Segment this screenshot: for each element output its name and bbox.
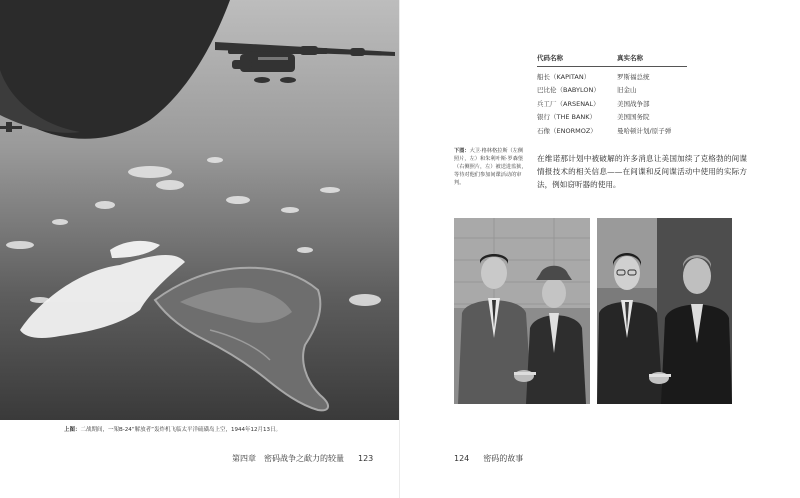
caption-text: 二战期间，一架B-24“解放者”轰炸机飞临太平洋硫磺岛上空，1944年12月13日。 — [80, 427, 281, 433]
page-number-right: 124 — [454, 454, 470, 463]
chapter-title: 第四章 密码战争之歃力的较量 — [232, 454, 344, 463]
real-cell: 旧金山 — [617, 86, 637, 94]
table-row — [537, 108, 687, 122]
code-cell: 石像（ENORMOZ） — [537, 126, 597, 135]
header-code-name: 代码名称 — [537, 53, 617, 67]
photo-greenglass-arrest — [454, 218, 590, 404]
real-cell: 美国国务院 — [617, 113, 650, 121]
running-head-left — [232, 453, 373, 464]
photo-caption-side — [454, 147, 528, 187]
code-cell: 船长（KAPITAN） — [537, 72, 591, 81]
table-row — [537, 81, 687, 95]
code-cell: 兵工厂（ARSENAL） — [537, 99, 600, 108]
photo-caption-top — [64, 426, 384, 434]
real-cell: 罗斯福总统 — [617, 72, 650, 81]
running-head-right — [454, 453, 523, 464]
body-paragraph: 在维诺那计划中被破解的许多消息让美国加续了克格勃的间谍情报技术的相关信息——在间谍和反间谍活动中使用的实际方法，例如窃听器的使用。 — [537, 154, 747, 189]
photo-rosenberg-arrest — [597, 218, 732, 404]
aerial-photo-iwo-jima — [0, 0, 400, 420]
code-cell: 银行（THE BANK） — [537, 113, 597, 121]
real-cell: 曼哈顿计划/原子弹 — [617, 126, 672, 135]
side-caption-text: 大卫·格林格拉斯（左侧照片，左）和朱利叶斯·罗森堡（右侧照片，左）被送进监狱，等待对他们参加间谍活动的审判。 — [454, 148, 527, 186]
header-real-name: 真实名称 — [617, 53, 687, 67]
caption-lead: 上图： — [64, 427, 81, 433]
book-title: 密码的故事 — [483, 454, 524, 463]
real-cell: 美国战争部 — [617, 99, 650, 108]
code-name-table — [537, 53, 687, 135]
table-header-row — [537, 53, 687, 67]
page-number-left: 123 — [358, 454, 374, 463]
code-cell: 巴比伦（BABYLON） — [537, 86, 600, 94]
table-row — [537, 121, 687, 135]
table-row — [537, 67, 687, 81]
side-caption-lead: 下图： — [454, 148, 470, 154]
table-row — [537, 94, 687, 108]
